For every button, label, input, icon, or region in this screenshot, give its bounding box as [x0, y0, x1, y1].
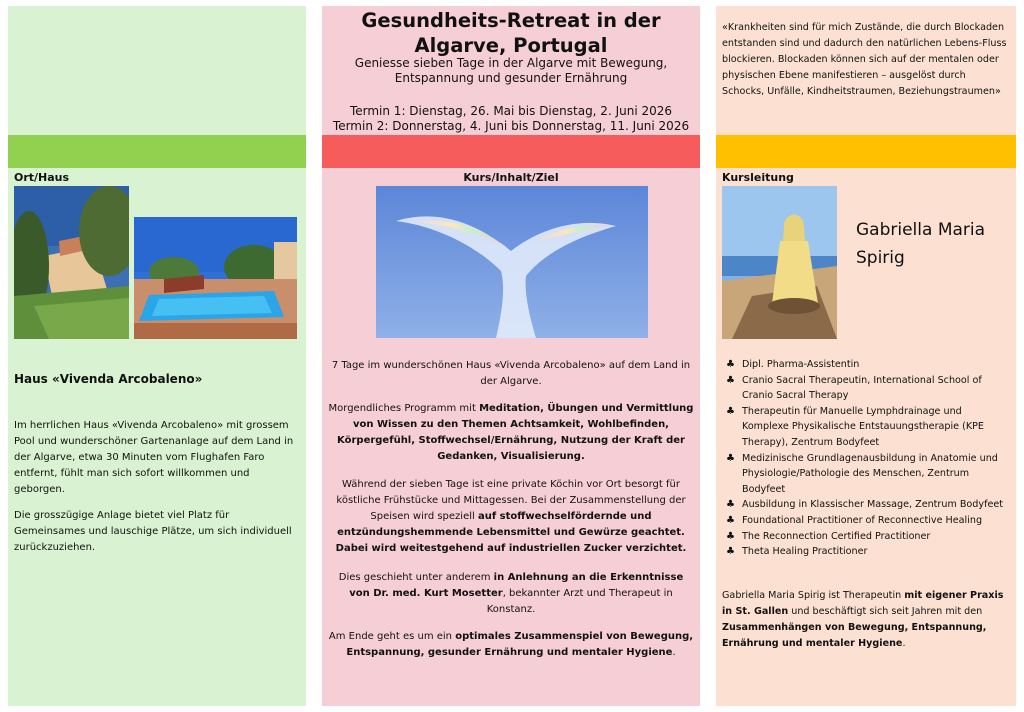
club-bullet-icon: ♣ [726, 374, 735, 386]
instructor-name [856, 216, 1016, 272]
course-p5-bold: optimales Zusammenspiel von Bewegung, Entspannung, gesunder Ernährung und mentaler Hygiene [346, 631, 694, 658]
column-course [322, 6, 700, 706]
instructor-name-line-1: Gabriella Maria [856, 220, 986, 240]
column-location [8, 6, 306, 706]
club-bullet-icon: ♣ [726, 499, 735, 511]
quote: «Krankheiten sind für mich Zustände, die durch Blockaden entstanden sind und dadurch den natürlichen Lebens-Fluss blockieren. Blockaden können sich auf der mentalen oder physischen Ebene manifestieren – ausgelöst durch Schocks, Unfälle, Kindheitstraumen, Beziehungstraumen» [722, 22, 1007, 97]
subtitle [342, 56, 680, 86]
location-paragraph-2: Die grosszügige Anlage bietet viel Platz für Gemeinsames und lauschige Plätze, um sich individuell zurückzuziehen. [14, 510, 292, 553]
club-bullet-icon: ♣ [726, 546, 735, 558]
credential-text: Cranio Sacral Therapeutin, International School of Cranio Sacral Therapy [742, 374, 982, 402]
bio-bold-1: mit eigener Praxis in St. Gallen [722, 590, 1004, 617]
title-line-2: Algarve, Portugal [414, 34, 608, 57]
course-paragraph-2 [328, 401, 694, 465]
course-p2-text: Morgendliches Programm mit [328, 403, 480, 414]
course-p4-text: Dies geschieht unter anderem [338, 572, 494, 583]
page-title [322, 8, 700, 58]
credentials-list [722, 357, 1010, 560]
red-color-bar [322, 135, 700, 168]
bio-text-1: Gabriella Maria Spirig ist Therapeutin [722, 590, 905, 601]
location-paragraph-1: Im herrlichen Haus «Vivenda Arcobaleno» mit grossem Pool und wunderschöner Gartenanlage auf dem Land in der Algarve, etwa 30 Minuten vom Flughafen Faro entfernt, fühlt man sich sofort willkommen und geborgen. [14, 420, 294, 495]
club-bullet-icon: ♣ [726, 530, 735, 542]
club-bullet-icon: ♣ [726, 359, 735, 370]
credential-text: Ausbildung in Klassischer Massage, Zentrum Bodyfeet [742, 499, 1004, 511]
subtitle-line-2: Entspannung und gesunder Ernährung [394, 71, 628, 85]
course-p3-bold: auf stoffwechselfördernde und entzündungshemmende Lebensmittel und Gewürze geachtet. Dabei wird weitestgehend auf industriellen Zucker verzichtet. [335, 511, 687, 554]
instructor-name-line-2: Spirig [856, 248, 905, 268]
course-p4-tail: , bekannter Arzt und Therapeut in Konstanz. [486, 588, 673, 615]
instructor-bio [722, 588, 1010, 652]
course-paragraph-3 [328, 477, 694, 557]
credential-text: Theta Healing Practitioner [742, 546, 868, 558]
credential-item [722, 451, 1010, 498]
credential-item [722, 497, 1010, 513]
club-bullet-icon: ♣ [726, 405, 735, 417]
title-line-1: Gesundheits-Retreat in der [361, 9, 661, 32]
club-bullet-icon: ♣ [726, 514, 735, 526]
yellow-color-bar [716, 135, 1016, 168]
credential-text: Foundational Practitioner of Reconnective Healing [742, 514, 983, 526]
green-color-bar [8, 135, 306, 168]
bio-text-3: . [902, 638, 906, 649]
club-bullet-icon: ♣ [726, 452, 735, 464]
credential-item [722, 404, 1010, 451]
course-paragraph-1: 7 Tage im wunderschönen Haus «Vivenda Arcobaleno» auf dem Land in der Algarve. [331, 360, 691, 387]
credential-item [722, 544, 1010, 560]
course-p5-text: Am Ende geht es um ein [328, 631, 456, 642]
bio-bold-2: Zusammenhängen von Bewegung, Entspannung, Ernährung und mentaler Hygiene [722, 622, 987, 649]
garden-photo [14, 186, 129, 339]
course-p3-text: Während der sieben Tage ist eine private Köchin vor Ort besorgt für köstliche Frühstücke und Mittagessen. Bei der Zusammenstellung der Speisen wird speziell [336, 479, 686, 522]
section-heading-instructor: Kursleitung [722, 171, 794, 184]
course-paragraph-5 [328, 629, 694, 661]
section-heading-location: Ort/Haus [14, 171, 70, 184]
rainbow-cloud-photo [376, 186, 648, 338]
course-p4-bold: in Anlehnung an die Erkenntnisse von Dr. med. Kurt Mosetter [349, 572, 684, 599]
credential-item [722, 357, 1010, 373]
credential-item [722, 513, 1010, 529]
pool-photo [134, 217, 297, 339]
instructor-portrait-photo [722, 186, 837, 339]
course-paragraph-4 [328, 570, 694, 618]
column-instructor [716, 6, 1016, 706]
date-termin-1: Termin 1: Dienstag, 26. Mai bis Dienstag, 2. Juni 2026 [349, 104, 673, 118]
credential-text: The Reconnection Certified Practitioner [742, 530, 931, 542]
credential-item [722, 373, 1010, 404]
credential-text: Medizinische Grundlagenausbildung in Anatomie und Physiologie/Pathologie des Menschen, Zentrum Bodyfeet [742, 452, 998, 495]
course-p5-tail: . [672, 647, 676, 658]
subtitle-line-1: Geniesse sieben Tage in der Algarve mit Bewegung, [354, 56, 668, 70]
dates [322, 104, 700, 134]
date-termin-2: Termin 2: Donnerstag, 4. Juni bis Donnerstag, 11. Juni 2026 [332, 119, 690, 133]
house-title: Haus «Vivenda Arcobaleno» [14, 372, 203, 386]
section-heading-course: Kurs/Inhalt/Ziel [463, 171, 559, 184]
bio-text-2: und beschäftigt sich seit Jahren mit den [788, 606, 983, 617]
course-p2-bold: Meditation, Übungen und Vermittlung von Wissen zu den Themen Achtsamkeit, Wohlbefinden, Körpergefühl, Stoffwechsel/Ernährung, Nutzung der Kraft der Gedanken, Visualisierung. [337, 403, 694, 462]
credential-text: Therapeutin für Manuelle Lymphdrainage und Komplexe Physikalische Entstauungstherapie (KPE Therapy), Zentrum Bodyfeet [742, 405, 984, 448]
credential-item [722, 529, 1010, 545]
credential-text: Dipl. Pharma-Assistentin [742, 359, 860, 370]
